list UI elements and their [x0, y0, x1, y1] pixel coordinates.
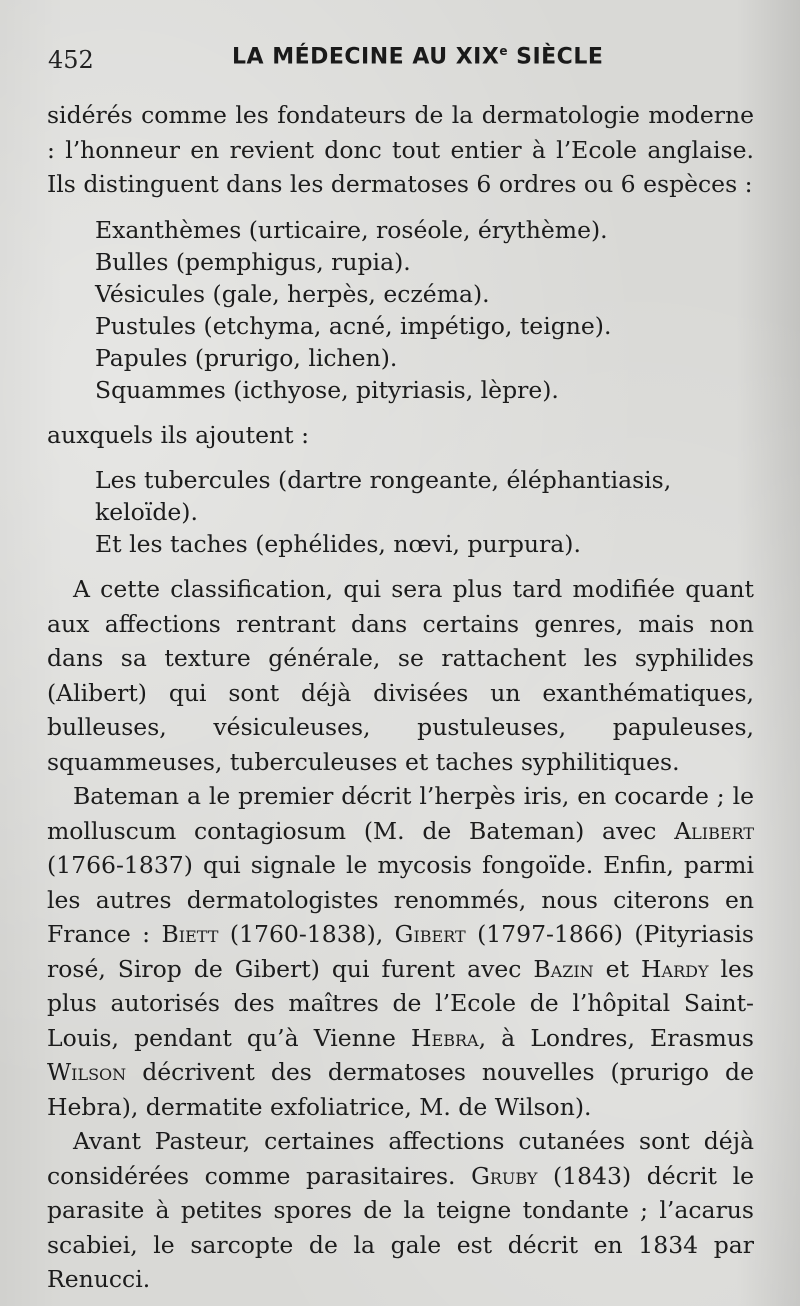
- running-head: [232, 44, 603, 69]
- paragraph-continuation: sidérés comme les fondateurs de la dermatologie moderne : l’honneur en revient donc tout entier à l’Ecole anglaise. Ils distinguent dans les dermatoses 6 ordres ou 6 espèces :: [47, 101, 754, 198]
- author-name: Hebra: [411, 1023, 479, 1052]
- list-item: Et les taches (ephélides, nœvi, purpura).: [95, 530, 581, 558]
- text-run: décrivent des dermatoses nouvelles (prurigo de Hebra), dermatite exfoliatrice, M. de Wilson).: [47, 1058, 754, 1121]
- author-name: Gibert: [394, 920, 466, 948]
- list-item: Les tubercules (dartre rongeante, éléphantiasis, keloïde).: [95, 466, 672, 526]
- author-name: Hardy: [641, 954, 709, 983]
- list-item: Vésicules (gale, herpès, eczéma).: [95, 279, 490, 308]
- paragraph-classification: A cette classification, qui sera plus tard modifiée quant aux affections rentrant dans certains genres, mais non dans sa texture générale, se rattachent les syphilides (Alibert) qui sont déjà divisées un exanthématiques, bulleuses, vésiculeuses, pustuleuses, papuleuses, squammeuses, tuberculeuses et taches syphilitiques.: [47, 575, 754, 776]
- additional-orders-list: [95, 464, 754, 560]
- author-name: Wilson: [47, 1058, 127, 1086]
- text-run: et: [593, 954, 642, 983]
- text-run: les plus autorisés des maîtres de l’Ecole de l’hôpital Saint-Louis, pendant qu’à Vienne: [47, 954, 755, 1052]
- list-item: Papules (prurigo, lichen).: [95, 343, 398, 372]
- list-item: Bulles (pemphigus, rupia).: [95, 247, 411, 276]
- paragraph-auxquels: auxquels ils ajoutent :: [47, 420, 309, 449]
- paragraph-bateman: [47, 779, 754, 1124]
- page-body: [47, 98, 754, 1297]
- running-head-rest: SIÈCLE: [507, 44, 604, 70]
- dermatoses-orders-list: [95, 214, 754, 406]
- text-run: (1797-1866) (Pityriasis rosé, Sirop de Gibert) qui furent avec: [47, 920, 754, 983]
- page-number: 452: [48, 46, 94, 74]
- text-run: (1760-1838),: [218, 920, 395, 948]
- author-name: Biett: [161, 920, 219, 948]
- list-item: Pustules (etchyma, acné, impétigo, teigne).: [95, 311, 612, 340]
- list-item: Squammes (icthyose, pityriasis, lèpre).: [95, 375, 559, 404]
- running-head-main: LA MÉDECINE AU XIX: [232, 44, 500, 70]
- text-run: , à Londres, Erasmus: [478, 1023, 754, 1052]
- paragraph-pasteur: [47, 1124, 754, 1297]
- author-name: Bazin: [533, 954, 594, 983]
- author-name: Alibert: [674, 816, 754, 845]
- list-item: Exanthèmes (urticaire, roséole, érythème).: [95, 215, 608, 244]
- text-run: Bateman a le premier décrit l’herpès iris, en cocarde ; le molluscum contagiosum (M. de Bateman) avec: [47, 782, 754, 845]
- author-name: Gruby: [471, 1161, 538, 1190]
- text-run: (1766-1837) qui signale le mycosis fongoïde. Enfin, parmi les autres dermatologistes renommés, nous citerons en France :: [47, 851, 754, 948]
- text-run: Avant Pasteur, certaines affections cutanées sont déjà considérées comme parasitaires.: [47, 1127, 754, 1190]
- page-header: [48, 40, 748, 80]
- running-head-superscript: e: [499, 44, 508, 58]
- text-run: (1843) décrit le parasite à petites spores de la teigne tondante ; l’acarus scabiei, le sarcopte de la gale est décrit en 1834 par Renucci.: [47, 1161, 754, 1293]
